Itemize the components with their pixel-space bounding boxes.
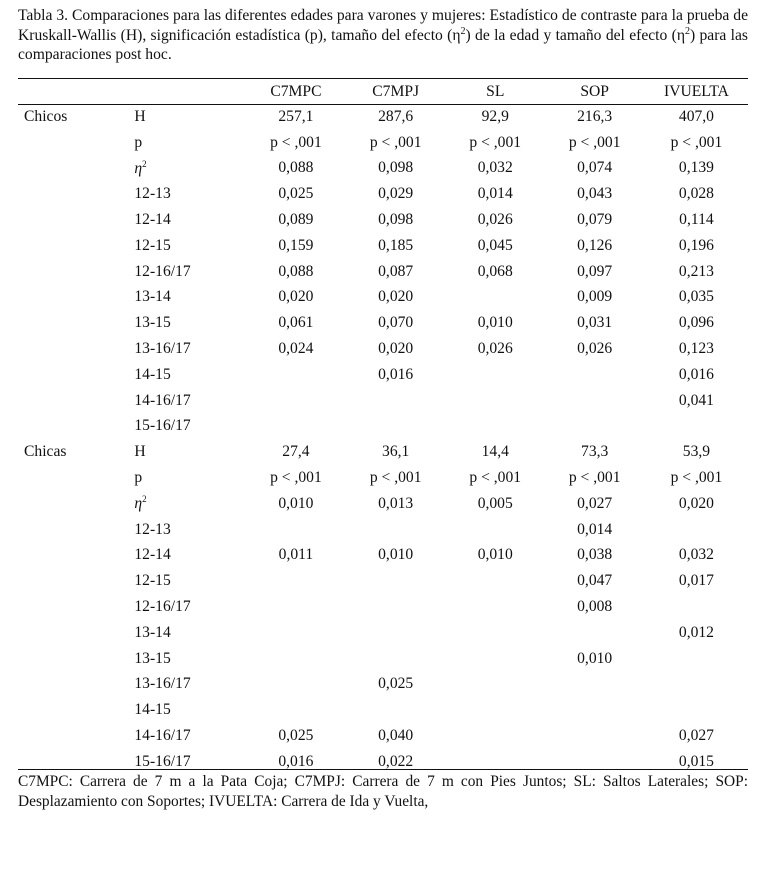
value-cell	[446, 285, 544, 311]
group-cell-empty	[18, 336, 134, 362]
value-cell	[544, 672, 644, 698]
header-sop: SOP	[580, 82, 609, 100]
group-cell-empty	[18, 310, 134, 336]
group-cell-empty	[18, 181, 134, 207]
row-label: 13-14	[134, 288, 171, 306]
table-row	[18, 310, 748, 336]
value-cell: 0,196	[678, 236, 714, 254]
row-label: 14-15	[134, 365, 171, 383]
value-cell: 0,047	[577, 572, 613, 590]
value-cell	[247, 568, 346, 594]
value-cell: 0,020	[378, 340, 414, 358]
value-cell: 0,012	[678, 623, 714, 641]
value-cell	[247, 697, 346, 723]
group-cell-empty	[18, 414, 134, 440]
value-cell: 0,070	[378, 314, 414, 332]
value-cell: p < ,001	[369, 133, 422, 151]
value-cell: 0,010	[477, 546, 513, 564]
row-label: 13-14	[134, 623, 171, 641]
value-cell: 0,061	[278, 314, 314, 332]
value-cell: 0,032	[678, 546, 714, 564]
table-row	[18, 285, 748, 311]
eta-symbol: $\eta^2$	[134, 158, 147, 178]
value-cell	[645, 517, 748, 543]
value-cell	[544, 362, 644, 388]
caption-sup-2: 2	[684, 25, 690, 37]
group-cell-empty	[18, 723, 134, 749]
row-label: H	[134, 443, 146, 461]
value-cell	[544, 414, 644, 440]
eta-symbol: $\eta^2$	[134, 494, 147, 513]
value-cell	[345, 697, 446, 723]
value-cell	[345, 620, 446, 646]
group-cell-empty	[18, 517, 134, 543]
value-cell: 0,026	[477, 211, 513, 229]
value-cell: 407,0	[678, 107, 714, 125]
value-cell: p < ,001	[568, 133, 621, 151]
table-body	[18, 104, 748, 775]
results-table	[18, 79, 748, 775]
value-cell	[446, 388, 544, 414]
value-cell: p < ,001	[469, 469, 522, 487]
value-cell	[247, 646, 346, 672]
value-cell	[247, 517, 346, 543]
row-label: p	[134, 469, 143, 487]
value-cell: 0,025	[278, 185, 314, 203]
row-label: 12-14	[134, 546, 171, 564]
header-c7mpc: C7MPC	[270, 82, 322, 100]
value-cell: 0,015	[678, 752, 714, 770]
value-cell: 0,087	[378, 262, 414, 280]
value-cell	[247, 594, 346, 620]
header-empty-group	[18, 79, 134, 104]
caption-line-3b: ) para las comparaciones post hoc.	[18, 26, 748, 63]
value-cell	[247, 620, 346, 646]
group-cell-empty	[18, 543, 134, 569]
table-row	[18, 233, 748, 259]
value-cell: 0,016	[378, 365, 414, 383]
table-row	[18, 104, 748, 130]
group-cell-empty	[18, 362, 134, 388]
value-cell	[544, 723, 644, 749]
value-cell: 0,139	[678, 159, 714, 177]
value-cell: 0,020	[278, 288, 314, 306]
table-caption	[18, 6, 748, 65]
value-cell	[446, 594, 544, 620]
value-cell: 0,025	[378, 675, 414, 693]
eta-superscript: 2	[142, 158, 147, 169]
group-cell-empty	[18, 388, 134, 414]
row-label: 14-16/17	[134, 727, 191, 745]
value-cell: 0,011	[278, 546, 314, 564]
value-cell: 0,098	[378, 159, 414, 177]
group-cell-empty	[18, 697, 134, 723]
value-cell: 27,4	[282, 443, 310, 461]
table-row	[18, 388, 748, 414]
value-cell: 0,028	[678, 185, 714, 203]
value-cell: 0,005	[477, 494, 513, 512]
row-label: 12-16/17	[134, 262, 191, 280]
value-cell: 0,185	[378, 236, 414, 254]
value-cell: 0,010	[577, 649, 613, 667]
row-label: 12-15	[134, 572, 171, 590]
header-sl: SL	[486, 82, 505, 100]
value-cell: 73,3	[581, 443, 609, 461]
group-cell-empty	[18, 568, 134, 594]
caption-sup-1: 2	[460, 25, 466, 37]
value-cell: 0,010	[278, 494, 314, 512]
table-row	[18, 439, 748, 465]
value-cell	[345, 568, 446, 594]
value-cell: 0,213	[678, 262, 714, 280]
group-cell-empty	[18, 749, 134, 775]
value-cell: 0,027	[577, 494, 613, 512]
value-cell	[247, 414, 346, 440]
value-cell: 0,009	[577, 288, 613, 306]
value-cell: 0,010	[477, 314, 513, 332]
value-cell	[544, 388, 644, 414]
value-cell	[446, 362, 544, 388]
value-cell: 216,3	[577, 107, 613, 125]
table-row	[18, 362, 748, 388]
row-label: 14-15	[134, 701, 171, 719]
value-cell	[544, 749, 644, 775]
value-cell: 0,038	[577, 546, 613, 564]
table-row	[18, 749, 748, 775]
value-cell	[544, 697, 644, 723]
group-cell-empty	[18, 207, 134, 233]
value-cell	[247, 672, 346, 698]
row-label: 13-16/17	[134, 675, 191, 693]
value-cell: p < ,001	[568, 469, 621, 487]
row-label: p	[134, 133, 143, 151]
value-cell	[446, 568, 544, 594]
row-label: 12-16/17	[134, 598, 191, 616]
value-cell: 0,079	[577, 211, 613, 229]
table-row	[18, 130, 748, 156]
value-cell	[645, 672, 748, 698]
table-row	[18, 491, 748, 517]
row-label: 13-15	[134, 649, 171, 667]
value-cell: 0,022	[378, 752, 414, 770]
value-cell	[345, 388, 446, 414]
table-row	[18, 517, 748, 543]
value-cell: p < ,001	[670, 133, 723, 151]
group-cell-empty	[18, 259, 134, 285]
value-cell	[345, 594, 446, 620]
table-row	[18, 594, 748, 620]
value-cell	[345, 517, 446, 543]
table-row	[18, 465, 748, 491]
value-cell: 0,088	[278, 159, 314, 177]
header-row	[18, 79, 748, 104]
table-row	[18, 568, 748, 594]
row-label: 14-16/17	[134, 391, 191, 409]
row-label-eta	[134, 156, 246, 182]
table-row	[18, 620, 748, 646]
value-cell: 0,026	[477, 340, 513, 358]
value-cell: 0,096	[678, 314, 714, 332]
value-cell: 0,029	[378, 185, 414, 203]
value-cell: 0,025	[278, 727, 314, 745]
table-row	[18, 672, 748, 698]
value-cell	[446, 749, 544, 775]
value-cell: 0,114	[679, 211, 714, 229]
value-cell: 0,088	[278, 262, 314, 280]
value-cell: 0,126	[577, 236, 613, 254]
header-empty-row	[134, 79, 246, 104]
value-cell	[446, 672, 544, 698]
value-cell: 0,032	[477, 159, 513, 177]
group-cell-empty	[18, 233, 134, 259]
row-label: H	[134, 107, 146, 125]
value-cell	[446, 414, 544, 440]
value-cell: p < ,001	[270, 133, 322, 151]
value-cell: 0,045	[477, 236, 513, 254]
value-cell	[544, 620, 644, 646]
value-cell: 0,097	[577, 262, 613, 280]
value-cell	[247, 362, 346, 388]
table-row	[18, 156, 748, 182]
value-cell: 0,123	[678, 340, 714, 358]
row-label: 12-15	[134, 236, 171, 254]
eta-superscript: 2	[142, 494, 147, 505]
caption-line-3a: del efecto (η	[605, 26, 685, 44]
value-cell	[247, 388, 346, 414]
group-cell-empty	[18, 491, 134, 517]
value-cell: 0,016	[278, 752, 314, 770]
value-cell	[446, 697, 544, 723]
value-cell: 0,098	[378, 211, 414, 229]
value-cell: p < ,001	[369, 469, 422, 487]
value-cell: 0,008	[577, 598, 613, 616]
row-label: 13-16/17	[134, 340, 191, 358]
value-cell: 0,031	[577, 314, 613, 332]
value-cell: 0,159	[278, 236, 314, 254]
value-cell	[446, 620, 544, 646]
group-cell-empty	[18, 285, 134, 311]
table-row	[18, 181, 748, 207]
value-cell: 0,040	[378, 727, 414, 745]
caption-line-1: Tabla 3. Comparaciones para las diferentes edades para varones y mujeres: Estadístico de contraste para	[18, 7, 668, 24]
row-label: 15-16/17	[134, 417, 191, 435]
value-cell: 0,089	[278, 211, 314, 229]
header-c7mpj: C7MPJ	[372, 82, 420, 100]
value-cell: p < ,001	[270, 469, 322, 487]
value-cell: 36,1	[382, 443, 410, 461]
value-cell: 0,035	[678, 288, 714, 306]
table-row	[18, 207, 748, 233]
value-cell	[645, 414, 748, 440]
group-cell-empty	[18, 594, 134, 620]
value-cell: 92,9	[481, 107, 509, 125]
table-row	[18, 697, 748, 723]
table-row	[18, 543, 748, 569]
value-cell	[446, 646, 544, 672]
row-label-eta	[134, 491, 246, 517]
group-cell-empty	[18, 156, 134, 182]
group-cell-empty	[18, 130, 134, 156]
value-cell: 0,068	[477, 262, 513, 280]
value-cell: 0,043	[577, 185, 613, 203]
value-cell: p < ,001	[469, 133, 522, 151]
table-footnote: C7MPC: Carrera de 7 m a la Pata Coja; C7MPJ: Carrera de 7 m con Pies Juntos; SL: Saltos Laterales; SOP: Desplazamiento con Soportes; IVUELTA: Carrera de Ida y Vuelta,	[18, 773, 748, 810]
group-cell-empty	[18, 620, 134, 646]
value-cell	[446, 517, 544, 543]
value-cell	[645, 697, 748, 723]
value-cell: 0,013	[378, 494, 414, 512]
group-cell-empty	[18, 465, 134, 491]
value-cell: 257,1	[278, 107, 314, 125]
value-cell	[446, 723, 544, 749]
value-cell: 0,041	[678, 391, 714, 409]
value-cell	[645, 594, 748, 620]
value-cell: 0,016	[678, 365, 714, 383]
value-cell: 14,4	[481, 443, 509, 461]
table-row	[18, 414, 748, 440]
row-label: 12-13	[134, 520, 171, 538]
table-row	[18, 723, 748, 749]
caption-line-2a: la prueba de Kruskall-Wallis (H), significación estadística (p), tamaño del efecto (η	[18, 7, 748, 44]
table-row	[18, 259, 748, 285]
value-cell: 0,014	[577, 520, 613, 538]
value-cell: 0,020	[678, 494, 714, 512]
value-cell: 0,014	[477, 185, 513, 203]
caption-line-2b: ) de la edad y tamaño	[465, 26, 602, 44]
group-label: Chicos	[24, 107, 68, 125]
value-cell: 0,027	[678, 727, 714, 745]
group-label: Chicas	[24, 443, 67, 461]
value-cell: 53,9	[682, 443, 711, 461]
group-cell-empty	[18, 646, 134, 672]
value-cell: 0,020	[378, 288, 414, 306]
table-row	[18, 646, 748, 672]
group-cell-empty	[18, 672, 134, 698]
value-cell: 287,6	[378, 107, 414, 125]
value-cell: p < ,001	[670, 469, 723, 487]
row-label: 13-15	[134, 314, 171, 332]
value-cell: 0,010	[378, 546, 414, 564]
row-label: 12-13	[134, 185, 171, 203]
value-cell: 0,074	[577, 159, 613, 177]
value-cell	[645, 646, 748, 672]
value-cell: 0,024	[278, 340, 314, 358]
row-label: 12-14	[134, 211, 171, 229]
value-cell: 0,026	[577, 340, 613, 358]
value-cell	[345, 646, 446, 672]
value-cell: 0,017	[678, 572, 714, 590]
table-row	[18, 336, 748, 362]
header-ivuelta: IVUELTA	[664, 82, 729, 100]
row-label: 15-16/17	[134, 752, 191, 770]
value-cell	[345, 414, 446, 440]
